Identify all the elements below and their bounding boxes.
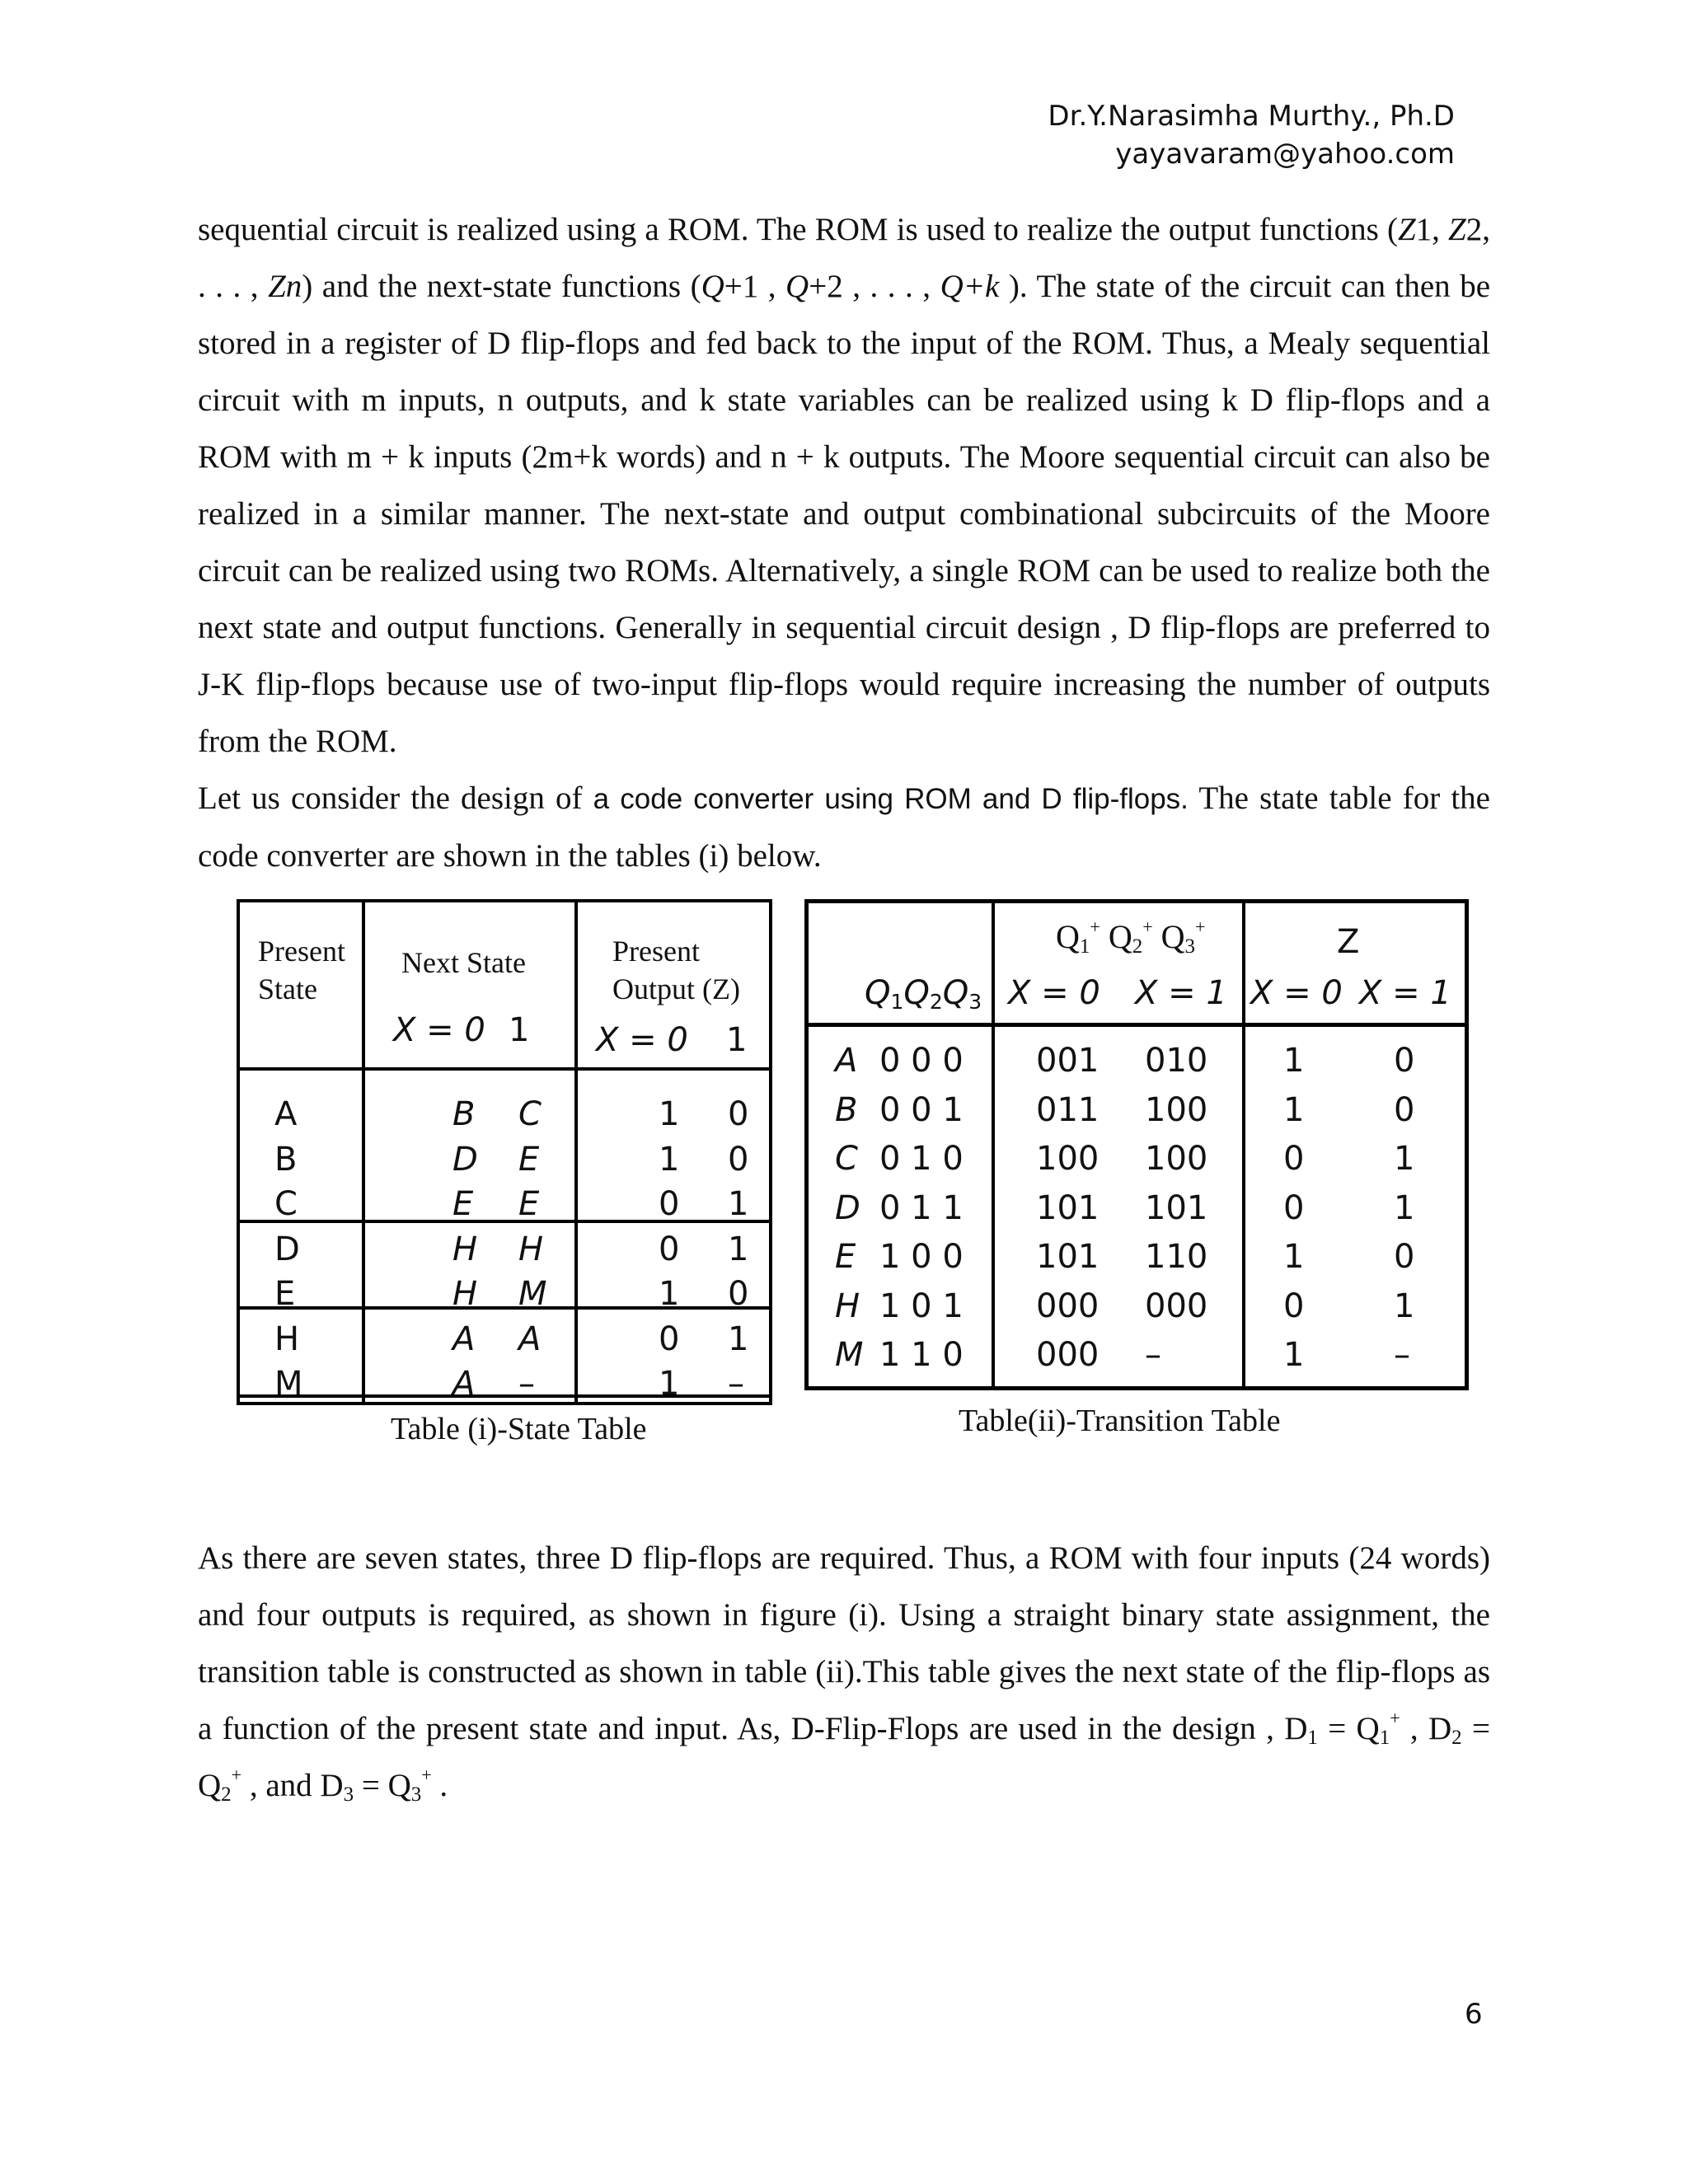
text-run: Q (785, 269, 809, 304)
subscript: 3 (1184, 935, 1196, 958)
transition-table-cell-code: 0 1 0 (879, 1140, 964, 1178)
plus-mark: + (231, 1765, 242, 1785)
q3-plus (1160, 916, 1206, 958)
text-run: = Q (354, 1768, 411, 1803)
subscript: 2 (929, 990, 943, 1014)
paragraph-transition-explanation (198, 1530, 1490, 1814)
state-table-cell-ns1: M (518, 1275, 547, 1313)
plus-mark: + (1090, 916, 1100, 937)
header-text: Q (865, 974, 891, 1012)
state-table-cell-ns0: A (452, 1319, 476, 1358)
paragraph-body (198, 201, 1490, 770)
grid-line (240, 1306, 769, 1310)
subscript: 1 (1079, 935, 1090, 958)
state-table (237, 899, 772, 1405)
state-table-cell-ns0: H (452, 1230, 478, 1268)
transition-table-cell-z1: 0 (1394, 1042, 1415, 1080)
text-run: , and D (241, 1768, 344, 1803)
header-next-state-q (1056, 918, 1205, 956)
state-table-cell-ns0: D (452, 1140, 478, 1179)
header-text: Q (903, 974, 930, 1012)
transition-table-cell-z0: 0 (1283, 1188, 1305, 1227)
grid-line (362, 902, 365, 1402)
state-table-cell-z0: 0 (659, 1185, 680, 1223)
text-run: . (431, 1768, 448, 1803)
header-text: X = 0 (596, 1021, 688, 1059)
transition-table-cell-code: 1 0 1 (879, 1286, 964, 1325)
author-name: Dr.Y.Narasimha Murthy., Ph.D (1048, 100, 1455, 133)
text-run: Q (701, 269, 724, 304)
state-table-cell-ns1: – (518, 1365, 535, 1403)
transition-table-cell-code: 1 1 0 (879, 1336, 964, 1374)
header-z: Z (1337, 923, 1360, 961)
transition-table-cell-n0: 100 (1036, 1140, 1100, 1178)
state-table-cell-ns0: H (452, 1275, 478, 1313)
header-z-x0 (1250, 969, 1343, 1017)
state-table-cell-z0: 1 (659, 1140, 680, 1179)
transition-table-cell-code: 0 1 1 (879, 1188, 964, 1227)
state-table-cell-ps: H (274, 1319, 300, 1358)
header-output-x1: 1 (726, 1021, 748, 1059)
text-run: Let us consider the design of (198, 780, 593, 816)
transition-table-cell-z1: 0 (1394, 1090, 1415, 1129)
header-text: X = 0 (393, 1011, 485, 1049)
state-table-cell-ns1: E (518, 1185, 540, 1223)
transition-table-cell-z0: 0 (1283, 1140, 1305, 1178)
transition-table-cell-z0: 0 (1283, 1286, 1305, 1325)
grid-line (809, 1023, 1465, 1027)
subscript: 2 (1451, 1727, 1462, 1749)
plus-mark: + (1142, 916, 1153, 937)
transition-table-cell-n1: 100 (1145, 1140, 1208, 1178)
state-table-cell-z1: 1 (728, 1185, 749, 1223)
transition-table-cell-st: E (835, 1238, 856, 1276)
transition-table-cell-z1: 1 (1394, 1286, 1415, 1325)
state-table-cell-ps: A (274, 1095, 298, 1133)
state-table-cell-z0: 0 (659, 1230, 680, 1268)
transition-table-cell-n0: 000 (1036, 1336, 1100, 1374)
state-table-cell-z1: – (728, 1365, 744, 1403)
transition-table-cell-code: 0 0 0 (879, 1042, 964, 1080)
state-table-cell-ns0: E (452, 1185, 474, 1223)
text-run: Z (1448, 212, 1466, 247)
transition-table-cell-z0: 1 (1283, 1042, 1305, 1080)
text-run: 2, . . . , (198, 212, 1490, 304)
transition-table-cell-z1: – (1394, 1336, 1410, 1374)
state-table-cell-ps: E (274, 1275, 296, 1313)
state-table-cell-ns1: A (518, 1319, 542, 1358)
text-run: , D (1400, 1711, 1452, 1746)
grid-line (1242, 903, 1245, 1386)
header-output-x0 (596, 1016, 688, 1064)
header-text: Q (1108, 918, 1132, 955)
header-text: Present (612, 935, 700, 968)
transition-table-cell-st: C (835, 1140, 858, 1178)
header-text: State (258, 972, 317, 1005)
header-present-output (612, 932, 740, 1008)
grid-line (240, 1394, 769, 1398)
transition-table-cell-n0: 101 (1036, 1238, 1100, 1276)
header-q1q2q3 (865, 969, 982, 1017)
transition-table-caption: Table(ii)-Transition Table (959, 1404, 1281, 1438)
text-run: Z (1397, 212, 1416, 247)
transition-table-cell-n0: 101 (1036, 1188, 1100, 1227)
grid-line (240, 1220, 769, 1223)
subscript: 1 (1379, 1727, 1390, 1749)
plus-mark: + (1390, 1708, 1400, 1728)
header-text: X = 0 (1250, 974, 1343, 1012)
state-table-cell-z0: 0 (659, 1319, 680, 1358)
header-z-x1 (1359, 969, 1451, 1017)
page-number: 6 (1465, 1998, 1483, 2031)
grid-line (574, 902, 578, 1402)
header-x0 (393, 1006, 485, 1054)
transition-table-cell-n0: 000 (1036, 1286, 1100, 1325)
state-table-cell-z1: 0 (728, 1275, 749, 1313)
state-table-cell-z1: 1 (728, 1230, 749, 1268)
transition-table-cell-n1: 000 (1145, 1286, 1208, 1325)
transition-table-cell-z1: 1 (1394, 1140, 1415, 1178)
transition-table-cell-st: D (835, 1188, 860, 1227)
author-email: yayavaram@yahoo.com (1115, 138, 1455, 171)
transition-table-cell-z0: 1 (1283, 1336, 1305, 1374)
grid-line (240, 1067, 769, 1071)
state-table-cell-ns1: C (518, 1095, 542, 1133)
text-run: ) and the next-state functions ( (302, 269, 701, 304)
header-next-state: Next State (401, 946, 526, 979)
header-x1: 1 (509, 1011, 530, 1049)
state-table-cell-z0: 1 (659, 1275, 680, 1313)
state-table-cell-ps: M (274, 1365, 303, 1403)
transition-table-cell-st: H (835, 1286, 860, 1325)
header-text: Q (1056, 918, 1080, 955)
subscript: 3 (343, 1783, 354, 1806)
transition-table (804, 899, 1469, 1390)
header-text: X = 1 (1135, 974, 1227, 1012)
transition-table-cell-st: M (835, 1336, 864, 1374)
text-run: Zn (268, 269, 302, 304)
transition-table-cell-n0: 001 (1036, 1042, 1100, 1080)
plus-mark: + (421, 1765, 432, 1785)
state-table-caption: Table (i)-State Table (391, 1412, 647, 1446)
text-run: 1, (1415, 212, 1449, 247)
header-present-state (258, 932, 345, 1008)
state-table-cell-z0: 1 (659, 1365, 680, 1403)
text-run: The state table for the code converter are shown in the tables (i) below. (198, 780, 1490, 874)
header-text: Q (1160, 918, 1185, 955)
text-run: +1 , (724, 269, 786, 304)
state-table-cell-z1: 0 (728, 1140, 749, 1179)
header-ns-x1 (1135, 969, 1227, 1017)
text-run: Q+k (940, 269, 1000, 304)
transition-table-cell-code: 1 0 0 (879, 1238, 964, 1276)
page-header (1048, 97, 1455, 173)
state-table-cell-z1: 0 (728, 1095, 749, 1133)
transition-table-cell-code: 0 0 1 (879, 1090, 964, 1129)
text-run: ). The state of the circuit can then be stored in a register of D flip-flops and fed back to the input of the ROM. Thus, a Mealy sequential circuit with m inputs, n outputs, and k state variables can be realized using k D flip-flops and a ROM with m + k inputs (2m+k words) and n + k outputs. The Moore sequential circuit can also be realized in a similar manner. The next-state and output combinational subcircuits of the Moore circuit can be realized using two ROMs. Alternatively, a single ROM can be used to realize both the next state and output functions. Generally in sequential circuit design , D flip-flops are preferred to J-K flip-flops because use of two-input flip-flops would require increasing the number of outputs from the ROM. (198, 269, 1491, 759)
header-text: Present (258, 935, 345, 968)
q1-plus (1056, 916, 1100, 958)
state-table-cell-ns0: A (452, 1365, 476, 1403)
text-run: +2 , . . . , (809, 269, 940, 304)
state-table-cell-ps: C (274, 1185, 298, 1223)
subscript: 2 (1132, 935, 1143, 958)
plus-mark: + (1195, 916, 1206, 937)
paragraph-intro-code-converter (198, 770, 1490, 884)
paragraph-rom-realization (198, 201, 1490, 884)
grid-line (992, 903, 995, 1386)
header-text: Output (Z) (612, 972, 740, 1005)
state-table-cell-z1: 1 (728, 1319, 749, 1358)
transition-table-cell-st: A (835, 1042, 858, 1080)
state-table-cell-ns1: H (518, 1230, 544, 1268)
text-run: As there are seven states, three D flip-flops are required. Thus, a ROM with four inputs (24 words) and four outputs is required, as shown in figure (i). Using a straight binary state assignment, the transition table is constructed as shown in table (ii).This table gives the next state of the flip-flops as a function of the present state and input. As, D-Flip-Flops are used in the design , D (198, 1540, 1490, 1746)
subscript: 1 (890, 990, 904, 1014)
state-table-cell-z0: 1 (659, 1095, 680, 1133)
header-text: X = 0 (1008, 974, 1100, 1012)
text-run: sequential circuit is realized using a ROM. The ROM is used to realize the output functions ( (198, 212, 1398, 247)
paragraph-body (198, 1530, 1490, 1814)
state-table-cell-ps: B (274, 1140, 298, 1179)
transition-table-cell-n0: 011 (1036, 1090, 1100, 1129)
transition-table-cell-n1: 110 (1145, 1238, 1208, 1276)
transition-table-cell-n1: 010 (1145, 1042, 1208, 1080)
subscript: 2 (221, 1783, 232, 1806)
transition-table-cell-n1: 100 (1145, 1090, 1208, 1129)
q2-plus (1108, 916, 1153, 958)
transition-table-cell-z0: 1 (1283, 1090, 1305, 1129)
header-text: Q (942, 974, 969, 1012)
text-run: = Q (1317, 1711, 1380, 1746)
header-ns-x0 (1008, 969, 1100, 1017)
transition-table-cell-z1: 0 (1394, 1238, 1415, 1276)
transition-table-cell-z1: 1 (1394, 1188, 1415, 1227)
transition-table-cell-n1: 101 (1145, 1188, 1208, 1227)
transition-table-cell-n1: – (1145, 1336, 1161, 1374)
state-table-cell-ns1: E (518, 1140, 540, 1179)
header-text: X = 1 (1359, 974, 1451, 1012)
state-table-cell-ns0: B (452, 1095, 476, 1133)
transition-table-cell-z0: 1 (1283, 1238, 1305, 1276)
transition-table-cell-st: B (835, 1090, 858, 1129)
text-run: = Q (198, 1711, 1490, 1803)
subscript: 1 (1307, 1727, 1318, 1749)
subscript: 3 (968, 990, 982, 1014)
subscript: 3 (410, 1783, 422, 1806)
state-table-cell-ps: D (274, 1230, 300, 1268)
text-run: a code converter using ROM and D flip-flops. (593, 783, 1189, 815)
